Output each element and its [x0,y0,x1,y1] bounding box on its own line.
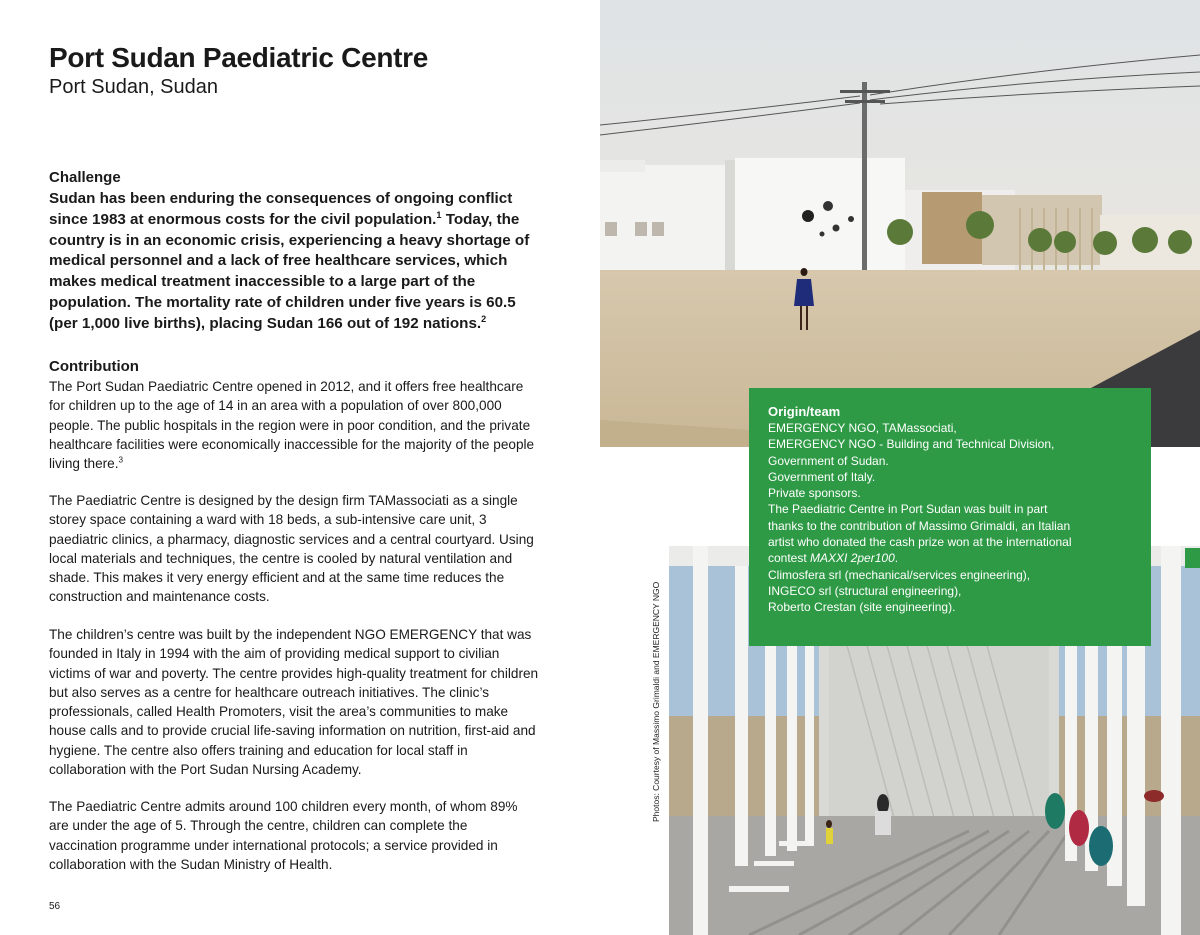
contribution-paragraph-3: The children’s centre was built by the independent NGO EMERGENCY that was founded in Italy in 1994 with the aim of providing medical support to civilian victims of war and poverty. The centre provides high-quality treatment for children but also serves as a centre for healthcare outreach initiatives. The clinic’s professionals, called Health Promoters, visit the area’s communities to make house calls and to provide crucial life-saving information on nutrition, first-aid and hygiene. The centre also offers training and education for local staff in collaboration with the Port Sudan Nursing Academy. [49,627,539,778]
contribution-paragraph-2: The Paediatric Centre is designed by the design firm TAMassociati as a single storey space containing a ward with 18 beds, a sub-intensive care unit, 3 paediatric clinics, a pharmacy, diagnostic services and a central courtyard. Using local materials and techniques, the centre is cooled by natural ventilation and shade. This makes it very energy efficient and at the same time reduces the construction and maintenance costs. [49,493,534,605]
page-title: Port Sudan Paediatric Centre [49,42,429,73]
origin-team-heading: Origin/team [768,404,841,419]
origin-team-line: artist who donated the cash prize won at the international [768,535,1072,550]
contest-suffix: . [894,551,899,566]
photo-credit: Photos: Courtesy of Massimo Grimaldi and EMERGENCY NGO [651,581,661,822]
page-number: 56 [49,901,61,912]
contest-prefix: contest [768,551,811,566]
building-exterior-photo [600,0,1200,447]
origin-team-line: thanks to the contribution of Massimo Grimaldi, an Italian [768,518,1071,533]
origin-team-line: EMERGENCY NGO, TAMassociati, [768,421,957,435]
contest-name: MAXXI 2per100 [810,551,895,566]
origin-team-line: The Paediatric Centre in Port Sudan was built in part [768,502,1048,517]
origin-team-contest-line [768,550,1133,566]
accent-tab [1185,548,1200,568]
contribution-p1-text: The Port Sudan Paediatric Centre opened in 2012, and it offers free healthcare for children up to the age of 14 in an area with a population of over 800,000 people. The public hospitals in the region were in poor condition, and the private healthcare facilities were economically inaccessible for the majority of the people living there. [49,379,535,472]
contribution-paragraph-4: The Paediatric Centre admits around 100 children every month, of whom 89% are under the age of 5. Through the centre, children can complete the vaccination programme under international protocols; a service provided in collaboration with the Sudan Ministry of Health. [49,799,518,872]
engineering-line: Roberto Crestan (site engineering). [768,600,956,615]
origin-team-box [749,388,1151,646]
origin-team-line: Government of Italy. [768,469,876,484]
challenge-body [49,189,534,335]
challenge-heading: Challenge [49,169,121,186]
origin-team-line: Government of Sudan. [768,453,889,468]
building-exterior-image [600,0,1200,447]
engineering-line: Climosfera srl (mechanical/services engineering), [768,567,1031,582]
footnote-ref-1: 1 [436,209,442,220]
page-subtitle: Port Sudan, Sudan [49,76,219,98]
footnote-ref-2: 2 [481,313,487,324]
origin-team-line: EMERGENCY NGO - Building and Technical Division, [768,437,1055,452]
contribution-heading: Contribution [49,358,139,375]
engineering-line: INGECO srl (structural engineering), [768,583,962,598]
challenge-text-1: Sudan has been enduring the consequences of ongoing conflict since 1983 at enormous costs for the civil population. [49,190,513,228]
contribution-paragraph-1 [49,377,539,473]
origin-team-line: Private sponsors. [768,486,861,501]
challenge-text-2: Today, the country is in an economic crisis, experiencing a heavy shortage of medical personnel and a lack of free healthcare services, which makes medical treatment inaccessible to a large part of the population. The mortality rate of children under five years is 60.5 (per 1,000 live births), placing Sudan 166 out of 192 nations. [49,210,530,332]
footnote-ref-3: 3 [118,455,124,465]
